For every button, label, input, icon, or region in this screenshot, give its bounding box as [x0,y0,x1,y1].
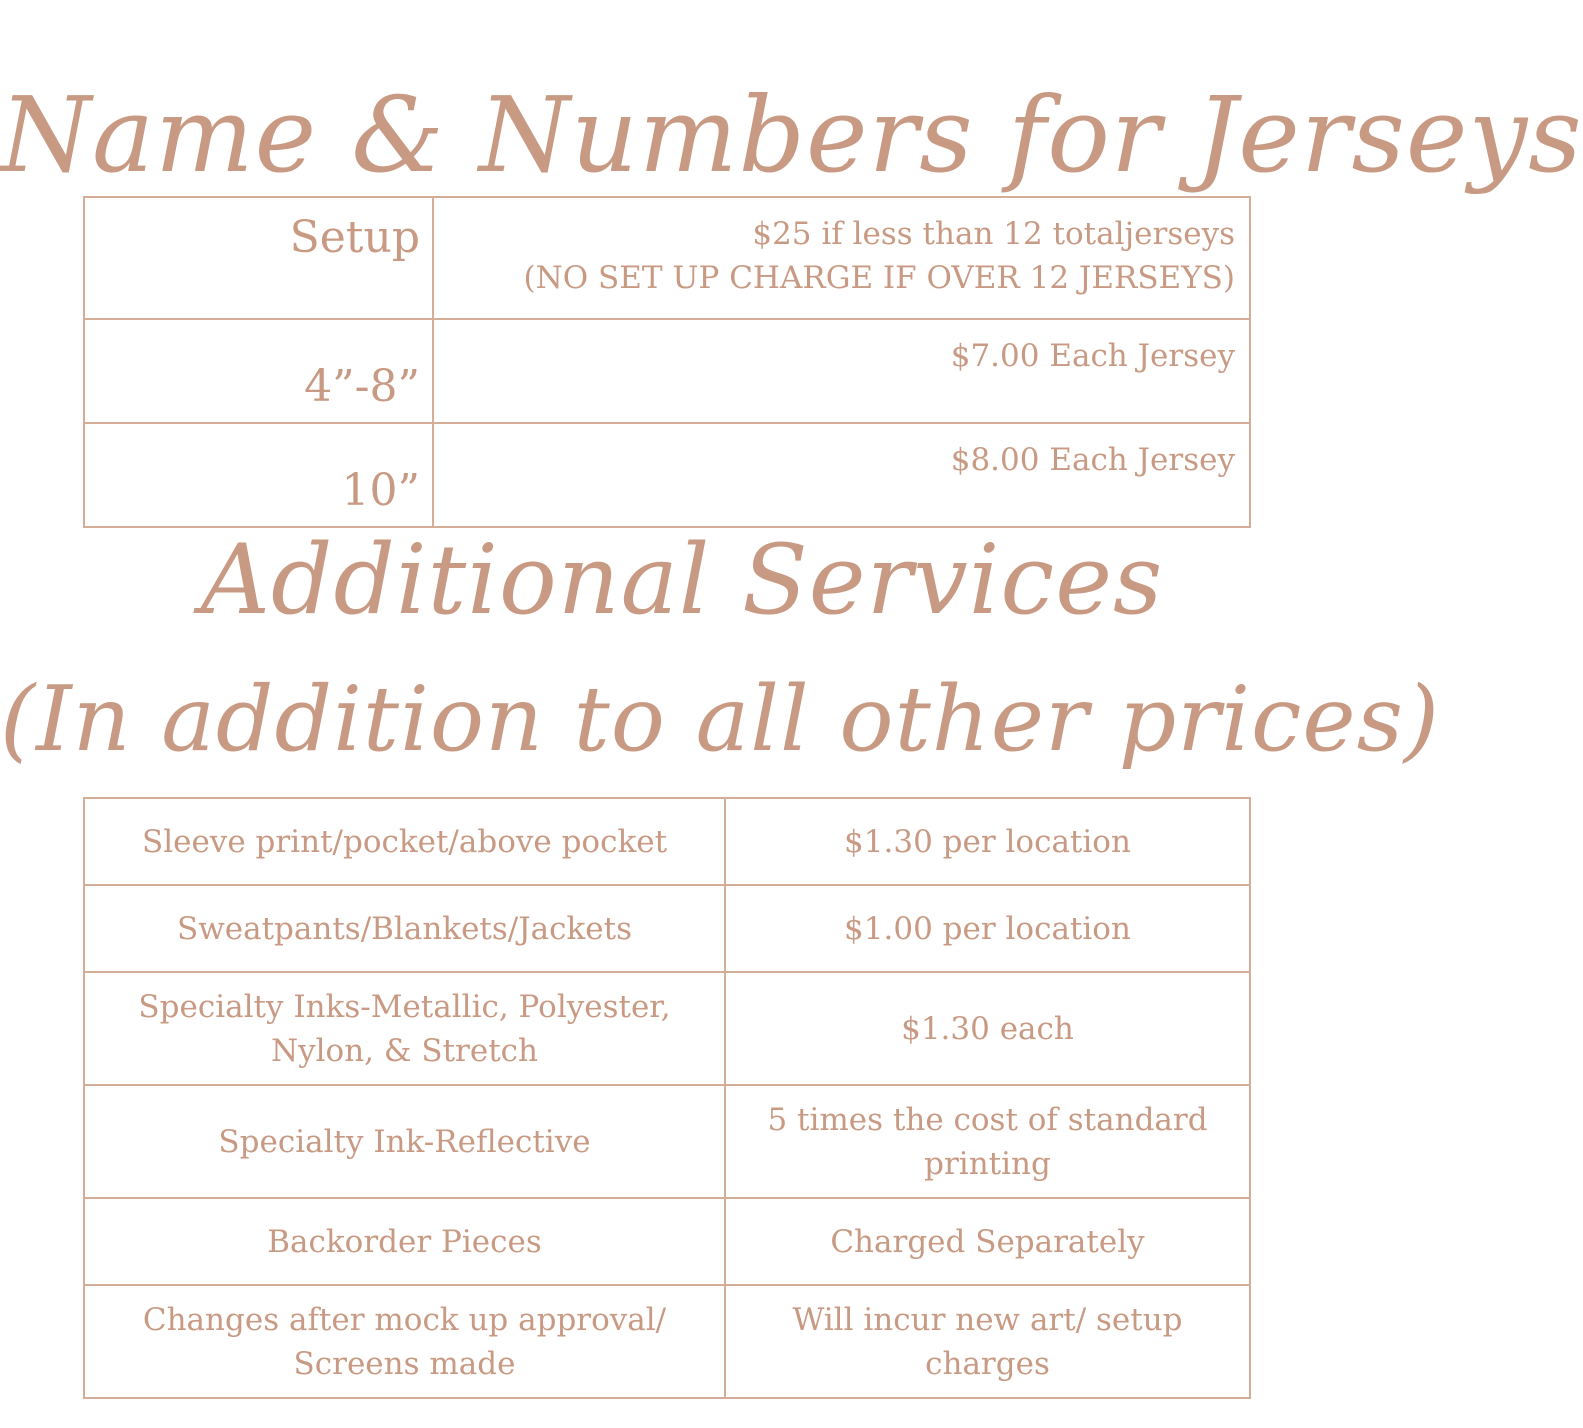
additional-services-table [83,797,1251,1399]
service-name-line: Specialty Inks-Metallic, Polyester, [138,988,671,1025]
service-name-line: Backorder Pieces [267,1223,542,1260]
service-price-line: $1.00 per location [844,910,1131,947]
table-row [84,1085,1250,1198]
service-name-line: Screens made [293,1345,516,1382]
size-4-8-price [433,319,1250,423]
service-name [84,1198,725,1285]
table-row [84,885,1250,972]
size-4-8-price-line: $7.00 Each Jersey [950,338,1235,374]
table-row [84,798,1250,885]
service-name [84,798,725,885]
services-subtitle: (In addition to all other prices) [0,667,1440,772]
table-row [84,972,1250,1085]
page-title: Name & Numbers for Jerseys [0,74,1583,196]
table-row [84,1198,1250,1285]
service-price-line: charges [925,1345,1050,1382]
service-price-line: $1.30 per location [844,823,1131,860]
service-price [725,972,1250,1085]
service-name [84,885,725,972]
service-name [84,972,725,1085]
service-price-line: 5 times the cost of standard [767,1101,1208,1138]
service-name-line: Nylon, & Stretch [271,1032,538,1069]
size-10-price-line: $8.00 Each Jersey [950,442,1235,478]
service-price [725,798,1250,885]
service-name-line: Sweatpants/Blankets/Jackets [176,910,632,947]
size-10-price [433,423,1250,527]
service-price [725,885,1250,972]
service-name [84,1285,725,1398]
setup-price [433,197,1250,319]
size-4-8-label: 4”-8” [84,319,433,423]
service-price-line: $1.30 each [901,1010,1074,1047]
service-name [84,1085,725,1198]
service-name-line: Sleeve print/pocket/above pocket [141,823,668,860]
table-row [84,1285,1250,1398]
service-price-line: printing [924,1145,1051,1182]
service-price [725,1198,1250,1285]
size-10-label: 10” [84,423,433,527]
setup-label: Setup [84,197,433,319]
table-row [84,319,1250,423]
service-name-line: Specialty Ink-Reflective [218,1123,591,1160]
service-price-line: Will incur new art/ setup [792,1301,1183,1338]
jersey-pricing-table [83,196,1251,528]
setup-price-line-2: (NO SET UP CHARGE IF OVER 12 JERSEYS) [523,260,1235,296]
table-row [84,197,1250,319]
setup-price-line-1: $25 if less than 12 totaljerseys [752,216,1235,252]
service-name-line: Changes after mock up approval/ [142,1301,667,1338]
table-row [84,423,1250,527]
service-price [725,1085,1250,1198]
services-title: Additional Services [200,524,1164,636]
service-price-line: Charged Separately [830,1223,1145,1260]
service-price [725,1285,1250,1398]
